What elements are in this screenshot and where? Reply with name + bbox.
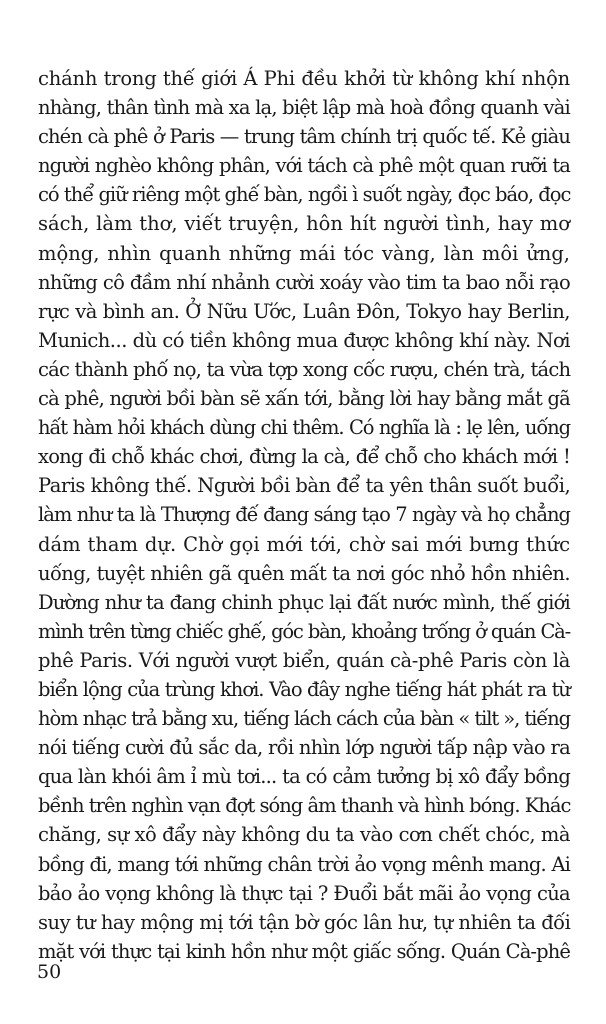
- text-line: chánh trong thế giới Á Phi đều khởi từ không khí nhộn: [38, 67, 570, 90]
- text-line: Munich... dù có tiền không mua được không khí này. Nơi: [38, 328, 570, 352]
- text-line: bảo ảo vọng không là thực tại ? Đuổi bắt mãi ảo vọng của: [38, 881, 570, 905]
- text-line: suy tư hay mộng mị tới tận bờ góc lân hư, tự nhiên ta đối: [38, 910, 571, 934]
- text-line: làm như ta là Thượng đế đang sáng tạo 7 ngày và họ chẳng: [38, 503, 570, 527]
- text-line: qua làn khói âm ỉ mù tơi... ta có cảm tưởng bị xô đẩy bồng: [38, 765, 570, 789]
- text-line: nói tiếng cười đủ sắc da, rồi nhìn lớp người tấp nập vào ra: [38, 736, 570, 760]
- text-line: mộng, nhìn quanh những mái tóc vàng, làn môi ửng,: [38, 241, 570, 265]
- text-line: những cô đầm nhí nhảnh cười xoáy vào tim ta bao nỗi rạo: [38, 270, 570, 294]
- text-line: các thành phố nọ, ta vừa tợp xong cốc rượu, chén trà, tách: [38, 357, 571, 381]
- text-line: hất hàm hỏi khách dùng chi thêm. Có nghĩa là : lẹ lên, uống: [38, 416, 570, 440]
- text-line: dám tham dự. Chờ gọi mới tới, chờ sai mới bưng thức: [38, 532, 570, 556]
- text-line: cà phê, người bồi bàn sẽ xấn tới, bằng lời hay bằng mắt gã: [38, 387, 570, 411]
- text-line: xong đi chỗ khác chơi, đừng la cà, để chỗ cho khách mới !: [38, 445, 570, 469]
- text-line: mặt với thực tại kinh hồn như một giấc sống. Quán Cà-phê: [38, 939, 570, 963]
- text-line: bềnh trên nghìn vạn đợt sóng âm thanh và hình bóng. Khác: [38, 794, 571, 818]
- text-line: uống, tuyệt nhiên gã quên mất ta nơi góc nhỏ hồn nhiên.: [38, 561, 570, 585]
- text-line: biển lộng của trùng khơi. Vào đây nghe tiếng hát phát ra từ: [38, 677, 570, 701]
- text-line: có thể giữ riêng một ghế bàn, ngồi ì suốt ngày, đọc báo, đọc: [38, 183, 571, 207]
- text-line: Dường như ta đang chinh phục lại đất nước mình, thế giới: [38, 590, 570, 614]
- text-line: rực và bình an. Ở Nữu Ước, Luân Đôn, Tokyo hay Berlin,: [38, 299, 570, 323]
- text-line: sách, làm thơ, viết truyện, hôn hít người tình, hay mơ: [38, 212, 570, 236]
- text-line: mình trên từng chiếc ghế, góc bàn, khoảng trống ở quán Cà-: [38, 619, 570, 643]
- text-line: hòm nhạc trả bằng xu, tiếng lách cách của bàn « tilt », tiếng: [38, 707, 570, 731]
- text-line: phê Paris. Với người vượt biển, quán cà-phê Paris còn là: [38, 648, 570, 672]
- text-line: chén cà phê ở Paris — trung tâm chính trị quốc tế. Kẻ giàu: [38, 125, 570, 149]
- text-line: chăng, sự xô đẩy này không du ta vào cơn chết chóc, mà: [38, 823, 570, 847]
- text-line: người nghèo không phân, với tách cà phê một quan rưỡi ta: [38, 154, 570, 178]
- text-line: Paris không thế. Người bồi bàn để ta yên thân suốt buổi,: [38, 474, 571, 498]
- text-line: nhàng, thân tình mà xa lạ, biệt lập mà hoà đồng quanh vài: [38, 96, 570, 120]
- body-text: [38, 64, 570, 966]
- page-number: 50: [37, 961, 62, 983]
- text-line: bồng đi, mang tới những chân trời ảo vọng mênh mang. Ai: [38, 852, 570, 876]
